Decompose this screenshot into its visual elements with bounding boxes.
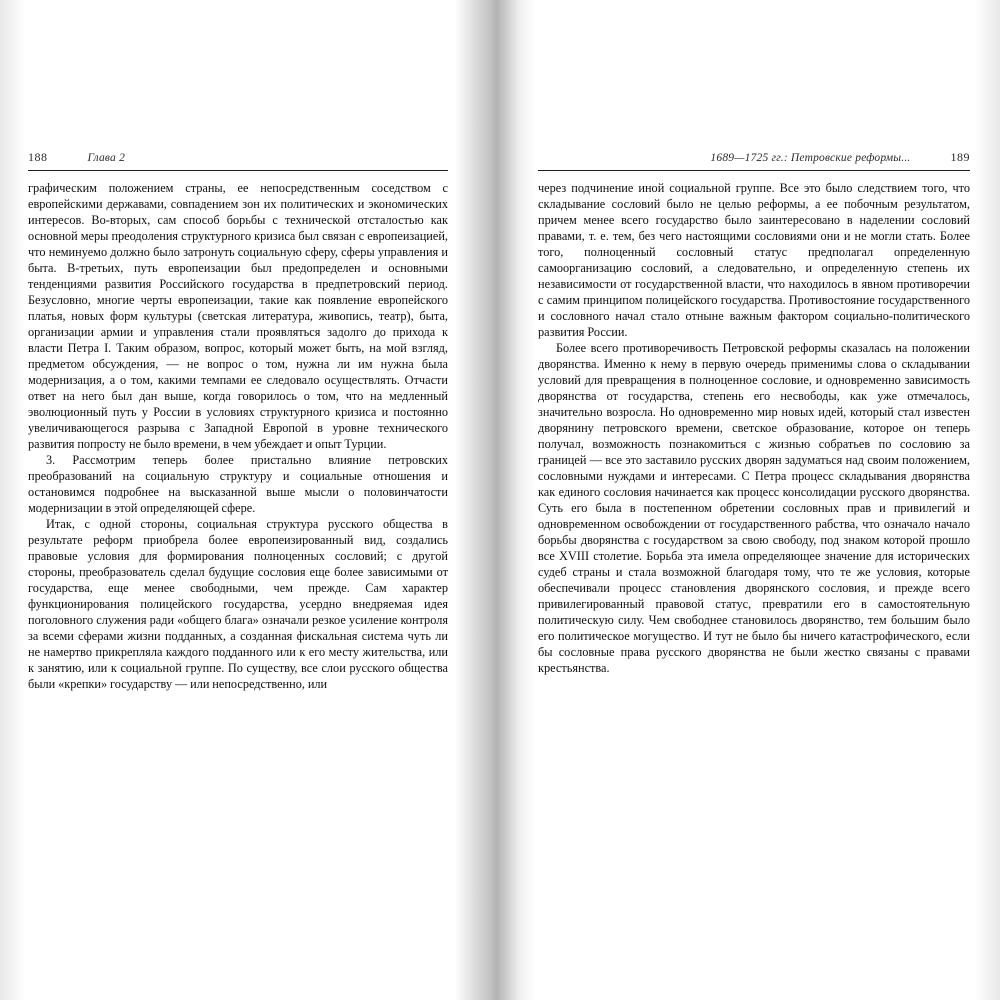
right-page [538, 150, 970, 677]
paragraph: 3. Рассмотрим теперь более пристально влияние петровских преобразований на социальную структуру и социальные отношения и остановимся подробнее на высказанной выше мысли о половинчатости модернизации в этой определяющей сфере. [28, 452, 448, 515]
left-body-text [28, 181, 448, 693]
right-folio: 189 [950, 150, 970, 164]
left-page [28, 150, 448, 693]
paragraph: Итак, с одной стороны, социальная структура русского общества в результате реформ приобрела более европеизированный вид, создались правовые условия для формирования полноценных сословий; с другой стороны, преобразователь сделал будущие сословия еще более зависимыми от государства, еще менее свободными, чем прежде. Сам характер функционирования полицейского государства, усердно внедряемая идея поголовного служения ради «общего блага» означали резкое усиление контроля за всеми сферами жизни подданных, а созданная фискальная система чуть ли не намертво прикрепляла каждого подданного или к его месту жительства, или к занятию, или к социальной группе. По существу, все слои русского общества были «крепки» государству — или непосредственно, или [28, 516, 448, 691]
right-running-head [538, 150, 970, 171]
right-body-text [538, 181, 970, 677]
paragraph: графическим положением страны, ее непосредственным соседством с европейскими державами, совпадением зон их политических и экономических интересов. Во-вторых, сам способ борьбы с технической отсталостью как основной меры преодоления структурного кризиса был связан с европеизацией, что неминуемо должно было затронуть социальную сферу, сферы управления и быта. В-третьих, путь европеизации был предопределен и основными тенденциями развития Российского государства в предпетровский период. Безусловно, многие черты европеизации, такие как появление европейского платья, новых форм культуры (светская литература, живопись, театр), быта, организации армии и управления стали проявляться задолго до прихода к власти Петра I. Таким образом, вопрос, который может быть, на мой взгляд, предметом обсуждения, — не вопрос о том, нужна ли им нужна была модернизация, а о том, какими темпами ее следовало осуществлять. Отчасти ответ на него был дан выше, когда говорилось о том, что на медленный эволюционный путь у России в условиях структурного кризиса и постоянно увеличивающегося разрыва с Западной Европой в уровне технического развития попросту не было времени, в чем убеждает и опыт Турции. [28, 181, 448, 451]
right-section-title: 1689—1725 гг.: Петровские реформы... [710, 152, 911, 164]
paragraph: Более всего противоречивость Петровской реформы сказалась на положении дворянства. Именно к нему в первую очередь применимы слова о складывании условий для превращения в полноценное сословие, и одновременно зависимость дворянства от государства, степень его несвободы, как уже отмечалось, значительно возросла. Но одновременно мир новых идей, который стал известен дворянину петровского времени, светское образование, которое он теперь получал, возможность познакомиться с жизнью собратьев по сословию за границей — все это заставило русских дворян задуматься над своим положением, сословными нуждами и интересами. С Петра процесс складывания дворянства как единого сословия начинается как процесс консолидации русского дворянства. Суть его была в постепенном обретении сословных прав и привилегий и одновременном освобождении от государственного рабства, что означало начало борьбы дворянства с государством за свою свободу, под знаком которой прошло все XVIII столетие. Борьба эта имела определяющее значение для исторических судеб страны и стала возможной благодаря тому, что те же условия, которые обеспечивали процесс становления дворянского сословия, и прежде всего привилегированный правовой статус, превратили его в самостоятельную политическую силу. Чем свободнее становилось дворянство, тем большим было его политическое могущество. И тут не было бы ничего катастрофического, если бы сословные права русского дворянства не были жестко связаны с правами крестьянства. [538, 340, 970, 675]
left-chapter-title: Глава 2 [87, 152, 126, 164]
left-folio: 188 [28, 150, 48, 164]
paragraph: через подчинение иной социальной группе. Все это было следствием того, что складывание сословий было не целью реформы, а ее побочным результатом, причем менее всего государство было заинтересовано в наделении сословий правами, т. е. тем, без чего настоящими сословиями они и не могли стать. Более того, полноценный сословный статус предполагал определенную самоорганизацию сословий, а следовательно, и определенную степень их независимости от государственной власти, что находилось в явном противоречии с самим принципом полицейского государства. Противостояние государственного и сословного начал стало отныне важным фактором социально-политического развития России. [538, 181, 970, 339]
left-running-head [28, 150, 448, 171]
